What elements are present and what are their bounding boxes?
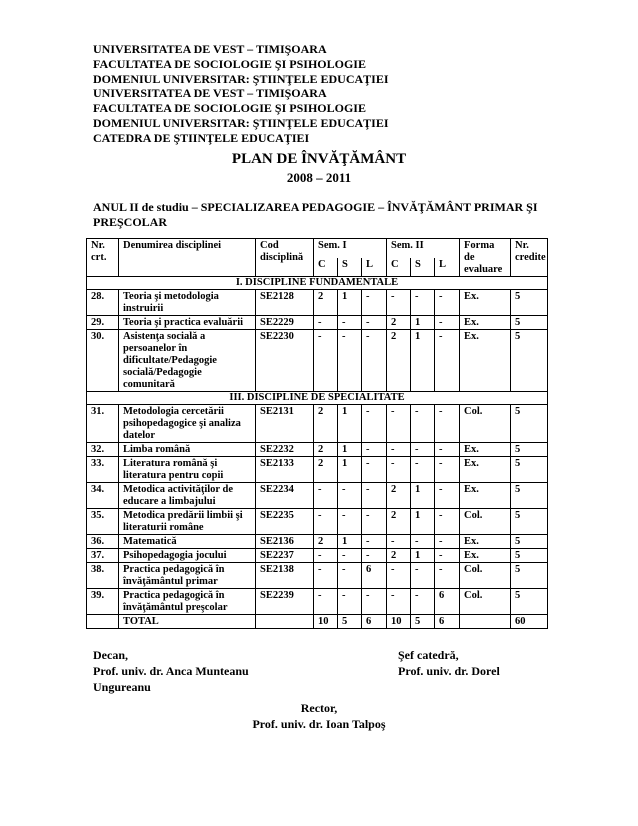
cell-s1: -: [338, 483, 362, 509]
signature-line: Decan,: [93, 648, 128, 662]
cell-l1: -: [362, 330, 387, 392]
header-s: S: [411, 258, 435, 277]
header-l: L: [362, 258, 387, 277]
cell-name: Limba română: [119, 443, 256, 457]
cell-cod: SE2237: [256, 549, 314, 563]
header-l: L: [435, 258, 460, 277]
curriculum-table: [86, 238, 548, 629]
cell-l1: 6: [362, 563, 387, 589]
header-nr: Nr. crt.: [87, 239, 119, 277]
total-l2: 6: [435, 615, 460, 629]
cell-forma: Col.: [460, 509, 511, 535]
header-line: FACULTATEA DE SOCIOLOGIE ŞI PSIHOLOGIE: [93, 56, 366, 71]
header-sem1: Sem. I: [314, 239, 387, 258]
total-l1: 6: [362, 615, 387, 629]
signature-line: Ungureanu: [93, 680, 151, 694]
cell-l1: -: [362, 483, 387, 509]
cell-forma: Ex.: [460, 290, 511, 316]
cell-l2: -: [435, 457, 460, 483]
cell-cod: SE2239: [256, 589, 314, 615]
cell-s1: 1: [338, 405, 362, 443]
cell-name: Teoria şi metodologia instruirii: [119, 290, 256, 316]
cell-c2: -: [387, 457, 411, 483]
cell-s1: 1: [338, 443, 362, 457]
cell-s2: 1: [411, 483, 435, 509]
cell-s1: -: [338, 563, 362, 589]
signature-line: Prof. univ. dr. Ioan Talpoş: [252, 717, 386, 731]
cell-name: Teoria şi practica evaluării: [119, 316, 256, 330]
table-row: [87, 563, 548, 589]
cell-c2: 2: [387, 483, 411, 509]
table-row: [87, 316, 548, 330]
cell-credite: 5: [511, 509, 548, 535]
cell-c2: 2: [387, 316, 411, 330]
cell-s2: 1: [411, 316, 435, 330]
cell-forma: Col.: [460, 589, 511, 615]
cell-forma: Ex.: [460, 535, 511, 549]
cell-cod: SE2230: [256, 330, 314, 392]
table-row: [87, 483, 548, 509]
cell-l2: -: [435, 483, 460, 509]
cell-nr: 32.: [87, 443, 119, 457]
cell-s2: -: [411, 589, 435, 615]
cell-c2: -: [387, 290, 411, 316]
cell-c2: -: [387, 563, 411, 589]
cell-l2: -: [435, 290, 460, 316]
cell-c2: -: [387, 589, 411, 615]
cell-l2: -: [435, 549, 460, 563]
cell-credite: 5: [511, 443, 548, 457]
total-c1: 10: [314, 615, 338, 629]
cell-nr: [87, 615, 119, 629]
cell-name: Psihopedagogia jocului: [119, 549, 256, 563]
cell-c1: 2: [314, 535, 338, 549]
cell-nr: 38.: [87, 563, 119, 589]
table-row: [87, 405, 548, 443]
cell-c1: -: [314, 549, 338, 563]
cell-credite: 5: [511, 405, 548, 443]
cell-s2: -: [411, 443, 435, 457]
cell-name: Practica pedagogică în învăţământul preşcolar: [119, 589, 256, 615]
cell-forma: Ex.: [460, 483, 511, 509]
signature-line: Prof. univ. dr. Dorel: [398, 664, 500, 678]
table-row: [87, 509, 548, 535]
cell-name: Metodica predării limbii şi literaturii române: [119, 509, 256, 535]
cell-c1: -: [314, 483, 338, 509]
dean-signature: [93, 647, 249, 695]
cell-credite: 5: [511, 535, 548, 549]
header-line: CATEDRA DE ŞTIINŢELE EDUCAŢIEI: [93, 130, 310, 145]
signature-line: Şef catedră,: [398, 648, 459, 662]
cell-l1: -: [362, 509, 387, 535]
cell-c2: -: [387, 535, 411, 549]
cell-nr: 34.: [87, 483, 119, 509]
cell-l1: -: [362, 443, 387, 457]
cell-s2: -: [411, 405, 435, 443]
cell-s1: 1: [338, 457, 362, 483]
cell-cod: SE2133: [256, 457, 314, 483]
cell-s1: 1: [338, 290, 362, 316]
signature-line: Rector,: [300, 701, 338, 715]
cell-s2: -: [411, 290, 435, 316]
total-label: TOTAL: [119, 615, 256, 629]
cell-l1: -: [362, 549, 387, 563]
cell-s1: -: [338, 509, 362, 535]
cell-c1: 2: [314, 457, 338, 483]
cell-s2: 1: [411, 509, 435, 535]
cell-credite: 5: [511, 457, 548, 483]
cell-l2: -: [435, 316, 460, 330]
cell-name: Metodologia cercetării psihopedagogice şi analiza datelor: [119, 405, 256, 443]
cell-c2: -: [387, 443, 411, 457]
cell-l1: -: [362, 290, 387, 316]
cell-cod: SE2138: [256, 563, 314, 589]
cell-c2: 2: [387, 509, 411, 535]
header-line: DOMENIUL UNIVERSITAR: ŞTIINŢELE EDUCAŢIEI: [93, 71, 389, 86]
rector-signature: [0, 700, 638, 732]
cell-l2: -: [435, 330, 460, 392]
cell-l1: -: [362, 316, 387, 330]
total-s2: 5: [411, 615, 435, 629]
cell-c1: -: [314, 589, 338, 615]
total-credite: 60: [511, 615, 548, 629]
cell-l2: 6: [435, 589, 460, 615]
document-title: PLAN DE ÎNVĂŢĂMÂNT: [231, 151, 407, 167]
cell-s2: -: [411, 563, 435, 589]
table-row: [87, 443, 548, 457]
total-c2: 10: [387, 615, 411, 629]
cell-name: Practica pedagogică în învăţământul primar: [119, 563, 256, 589]
cell-forma: [460, 615, 511, 629]
section-title: I. DISCIPLINE FUNDAMENTALE: [87, 277, 548, 290]
header-forma: Forma de evaluare: [460, 239, 511, 277]
cell-nr: 30.: [87, 330, 119, 392]
cell-cod: SE2234: [256, 483, 314, 509]
header-line: UNIVERSITATEA DE VEST – TIMIŞOARA: [93, 42, 327, 56]
cell-cod: SE2229: [256, 316, 314, 330]
cell-l2: -: [435, 405, 460, 443]
institution-header: [93, 42, 389, 146]
cell-credite: 5: [511, 549, 548, 563]
cell-l1: -: [362, 589, 387, 615]
cell-credite: 5: [511, 563, 548, 589]
header-c: C: [314, 258, 338, 277]
table-row: [87, 535, 548, 549]
header-s: S: [338, 258, 362, 277]
section-title: III. DISCIPLINE DE SPECIALITATE: [87, 392, 548, 405]
cell-forma: Ex.: [460, 549, 511, 563]
cell-forma: Ex.: [460, 316, 511, 330]
cell-nr: 29.: [87, 316, 119, 330]
cell-l1: -: [362, 457, 387, 483]
cell-credite: 5: [511, 330, 548, 392]
cell-c2: 2: [387, 330, 411, 392]
cell-s2: 1: [411, 549, 435, 563]
cell-forma: Ex.: [460, 330, 511, 392]
cell-s1: -: [338, 330, 362, 392]
header-denumire: Denumirea disciplinei: [119, 239, 256, 277]
cell-l2: -: [435, 563, 460, 589]
cell-cod: SE2136: [256, 535, 314, 549]
cell-c2: -: [387, 405, 411, 443]
header-line: DOMENIUL UNIVERSITAR: ŞTIINŢELE EDUCAŢIEI: [93, 115, 389, 130]
cell-l2: -: [435, 535, 460, 549]
cell-c1: 2: [314, 290, 338, 316]
cell-s2: 1: [411, 330, 435, 392]
cell-l1: -: [362, 535, 387, 549]
cell-nr: 37.: [87, 549, 119, 563]
cell-l2: -: [435, 443, 460, 457]
section-row: [87, 277, 548, 290]
table-header-row: [87, 239, 548, 258]
cell-s1: -: [338, 549, 362, 563]
cell-forma: Ex.: [460, 443, 511, 457]
header-line: FACULTATEA DE SOCIOLOGIE ŞI PSIHOLOGIE: [93, 101, 366, 116]
cell-l1: -: [362, 405, 387, 443]
cell-credite: 5: [511, 290, 548, 316]
table-row: [87, 457, 548, 483]
study-year-heading: ANUL II de studiu – SPECIALIZAREA PEDAGOGIE – ÎNVĂŢĂMÂNT PRIMAR ŞI PREŞCOLAR: [93, 200, 538, 229]
cell-forma: Ex.: [460, 457, 511, 483]
cell-c1: -: [314, 316, 338, 330]
cell-cod: [256, 615, 314, 629]
header-cod: Cod disciplină: [256, 239, 314, 277]
header-line: UNIVERSITATEA DE VEST – TIMIŞOARA: [93, 86, 327, 101]
header-c: C: [387, 258, 411, 277]
cell-forma: Col.: [460, 405, 511, 443]
cell-c1: 2: [314, 443, 338, 457]
cell-s1: -: [338, 589, 362, 615]
cell-s1: -: [338, 316, 362, 330]
cell-c1: -: [314, 509, 338, 535]
cell-name: Asistenţa socială a persoanelor în dificultate/Pedagogie socială/Pedagogie comunitară: [119, 330, 256, 392]
cell-cod: SE2128: [256, 290, 314, 316]
cell-cod: SE2232: [256, 443, 314, 457]
cell-cod: SE2131: [256, 405, 314, 443]
cell-s2: -: [411, 457, 435, 483]
header-credite: Nr. credite: [511, 239, 548, 277]
cell-l2: -: [435, 509, 460, 535]
total-s1: 5: [338, 615, 362, 629]
cell-nr: 39.: [87, 589, 119, 615]
cell-name: Literatura română şi literatura pentru copii: [119, 457, 256, 483]
cell-c1: -: [314, 563, 338, 589]
cell-nr: 28.: [87, 290, 119, 316]
cell-s2: -: [411, 535, 435, 549]
cell-nr: 31.: [87, 405, 119, 443]
cell-nr: 33.: [87, 457, 119, 483]
department-head-signature: [398, 647, 500, 679]
cell-credite: 5: [511, 589, 548, 615]
cell-credite: 5: [511, 483, 548, 509]
cell-c1: 2: [314, 405, 338, 443]
header-sem2: Sem. II: [387, 239, 460, 258]
cell-c1: -: [314, 330, 338, 392]
cell-s1: 1: [338, 535, 362, 549]
cell-cod: SE2235: [256, 509, 314, 535]
table-row: [87, 549, 548, 563]
total-row: [87, 615, 548, 629]
academic-years: 2008 – 2011: [286, 170, 352, 185]
cell-name: Matematică: [119, 535, 256, 549]
table-row: [87, 290, 548, 316]
cell-name: Metodica activităţilor de educare a limbajului: [119, 483, 256, 509]
table-row: [87, 589, 548, 615]
cell-c2: 2: [387, 549, 411, 563]
cell-nr: 35.: [87, 509, 119, 535]
cell-nr: 36.: [87, 535, 119, 549]
table-row: [87, 330, 548, 392]
section-row: [87, 392, 548, 405]
signature-line: Prof. univ. dr. Anca Munteanu: [93, 664, 249, 678]
cell-forma: Col.: [460, 563, 511, 589]
cell-credite: 5: [511, 316, 548, 330]
